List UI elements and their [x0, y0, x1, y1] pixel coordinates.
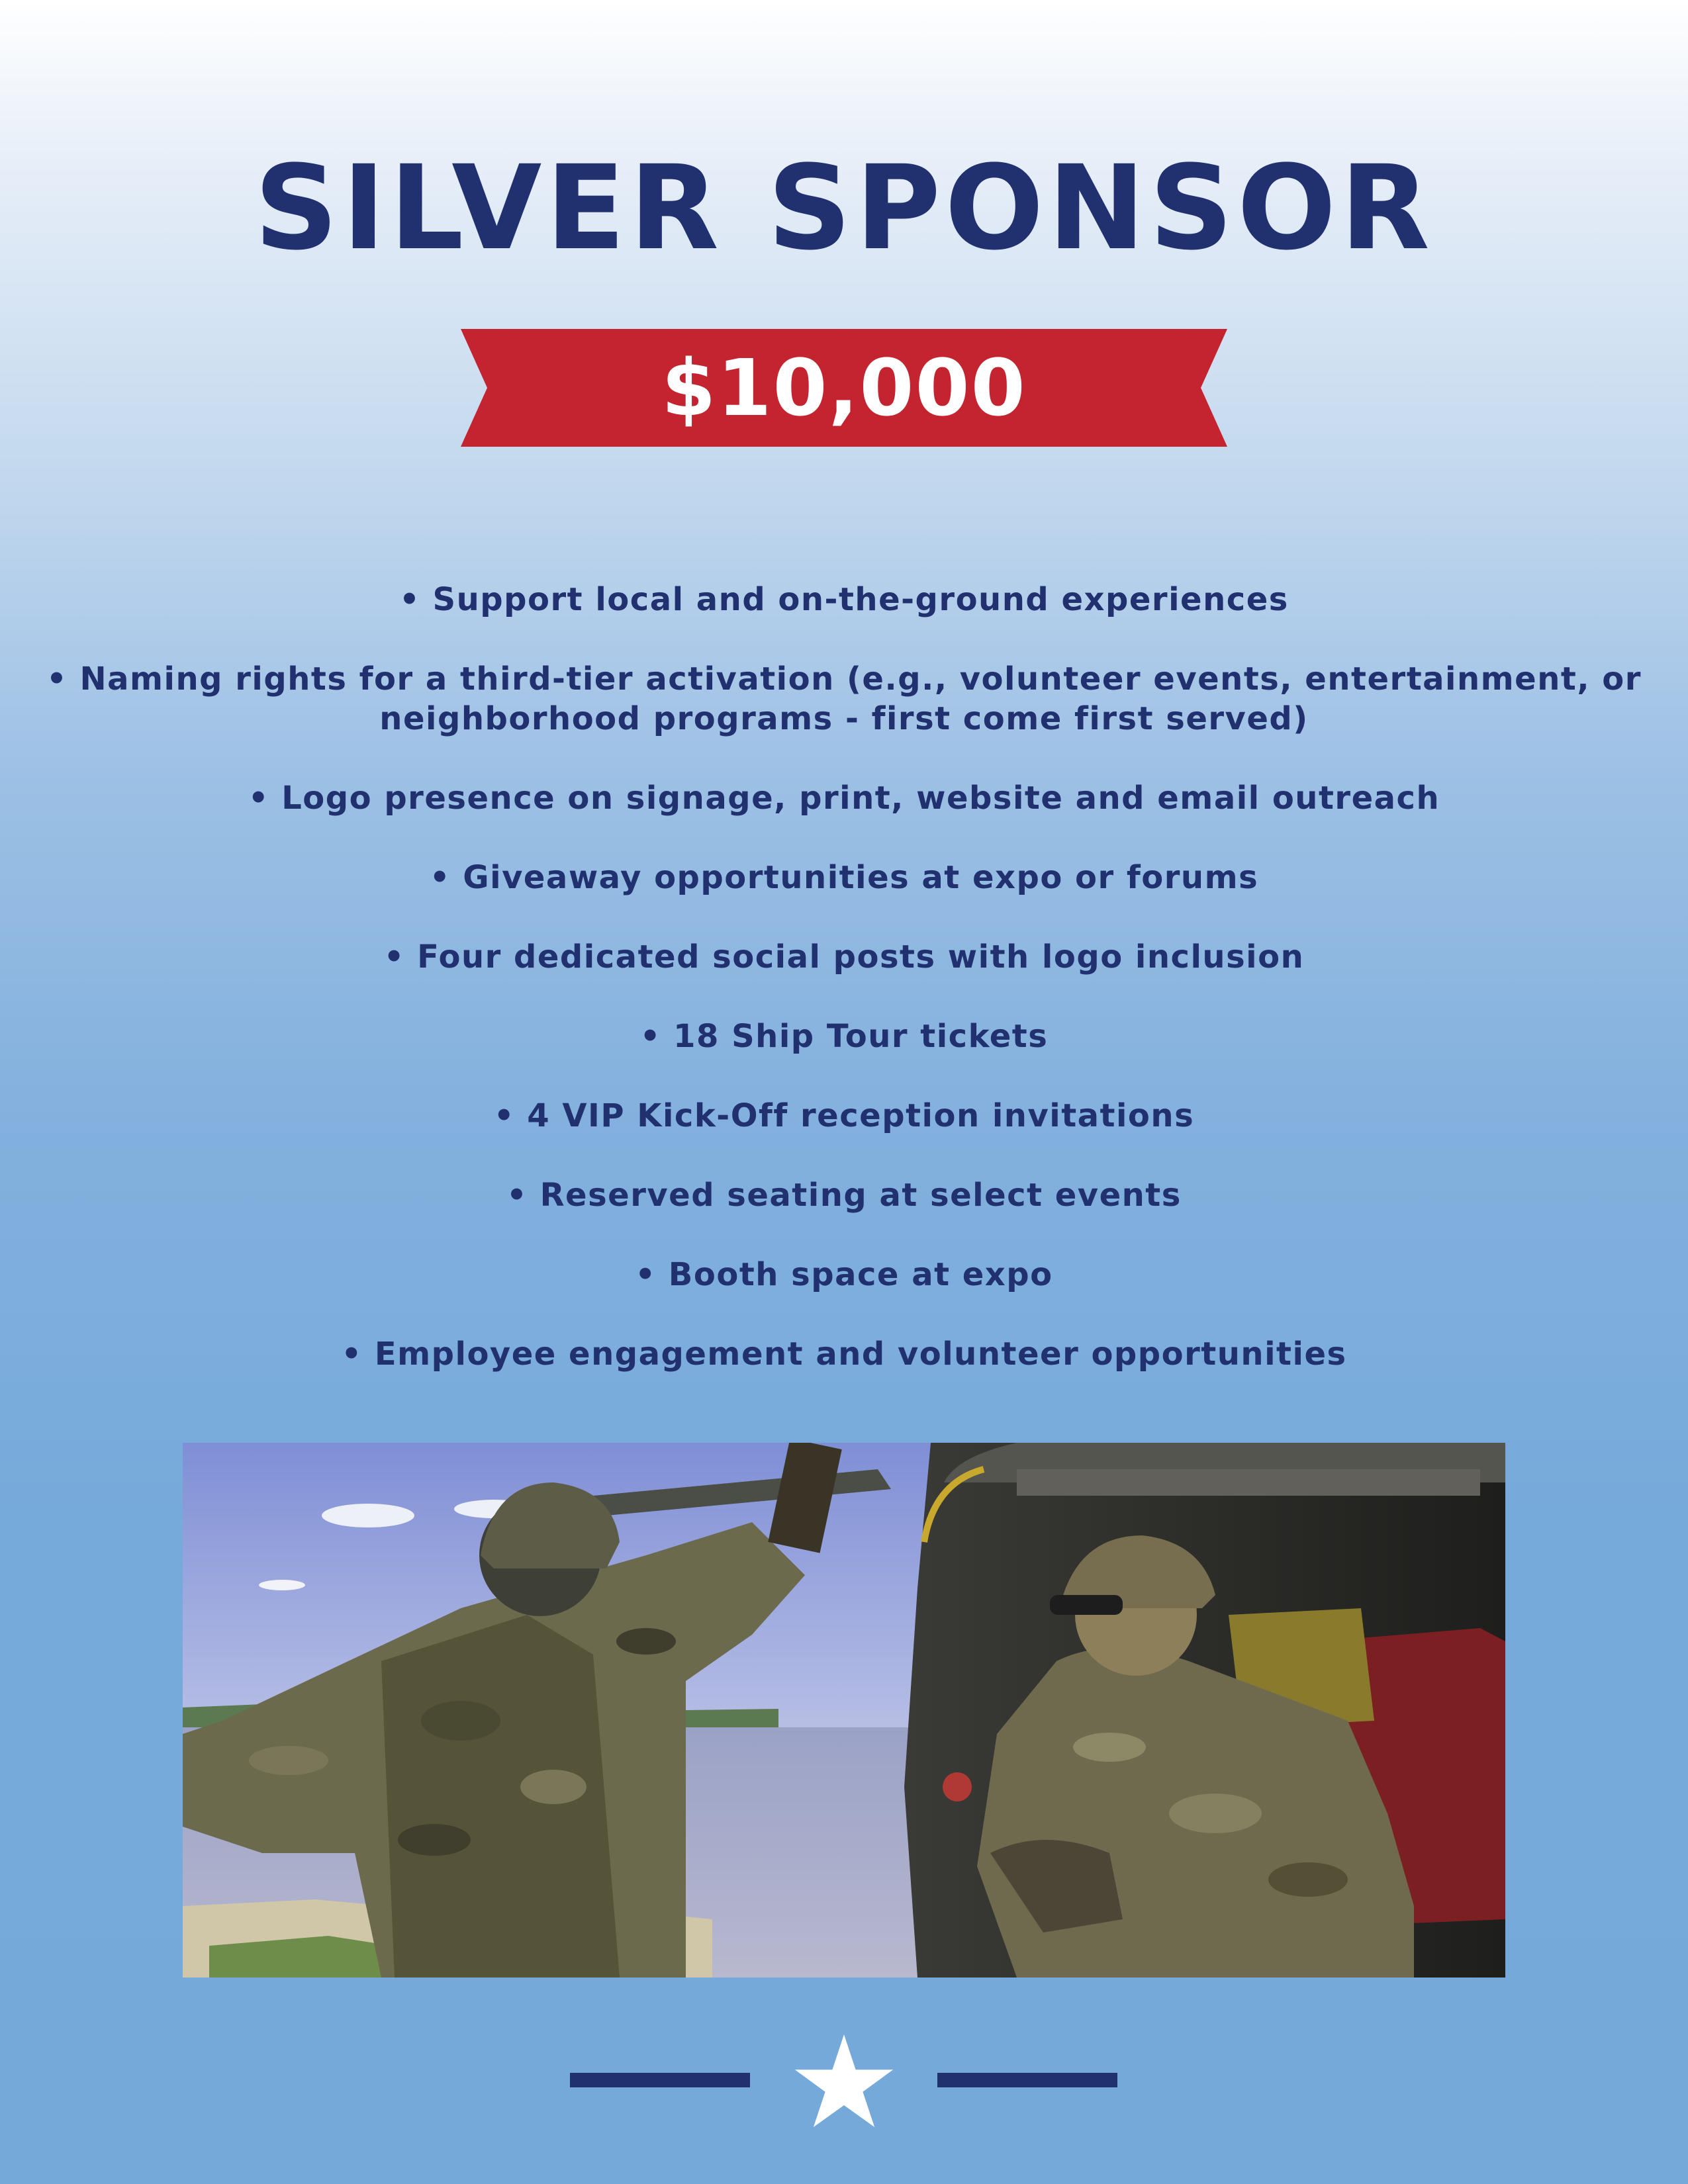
benefits-list — [40, 580, 1648, 1414]
photo-illustration — [183, 1443, 1505, 1978]
benefit-item: • Support local and on-the-ground experiences — [399, 581, 1289, 618]
benefit-item: • Four dedicated social posts with logo inclusion — [383, 938, 1305, 976]
soldiers-helicopter-photo — [183, 1443, 1505, 1978]
benefit-item: • Logo presence on signage, print, website and email outreach — [248, 780, 1440, 817]
benefit-item: • Reserved seating at select events — [506, 1177, 1182, 1214]
benefit-item: • 4 VIP Kick-Off reception invitations — [493, 1097, 1195, 1134]
price-ribbon — [461, 329, 1227, 447]
star-icon — [794, 2034, 894, 2130]
benefit-item: • 18 Ship Tour tickets — [639, 1018, 1049, 1055]
divider-line-left — [570, 2073, 750, 2087]
benefit-item: • Booth space at expo — [635, 1256, 1053, 1293]
benefit-item: • Employee engagement and volunteer opportunities — [341, 1336, 1347, 1373]
price-amount: $10,000 — [661, 342, 1027, 433]
page-title: SILVER SPONSOR — [254, 140, 1434, 276]
benefit-item: • Giveaway opportunities at expo or forums — [429, 859, 1259, 896]
divider-line-right — [937, 2073, 1117, 2087]
benefit-item: • Naming rights for a third-tier activation (e.g., volunteer events, entertainment, or neighborhood programs - first come first served) — [46, 660, 1642, 737]
